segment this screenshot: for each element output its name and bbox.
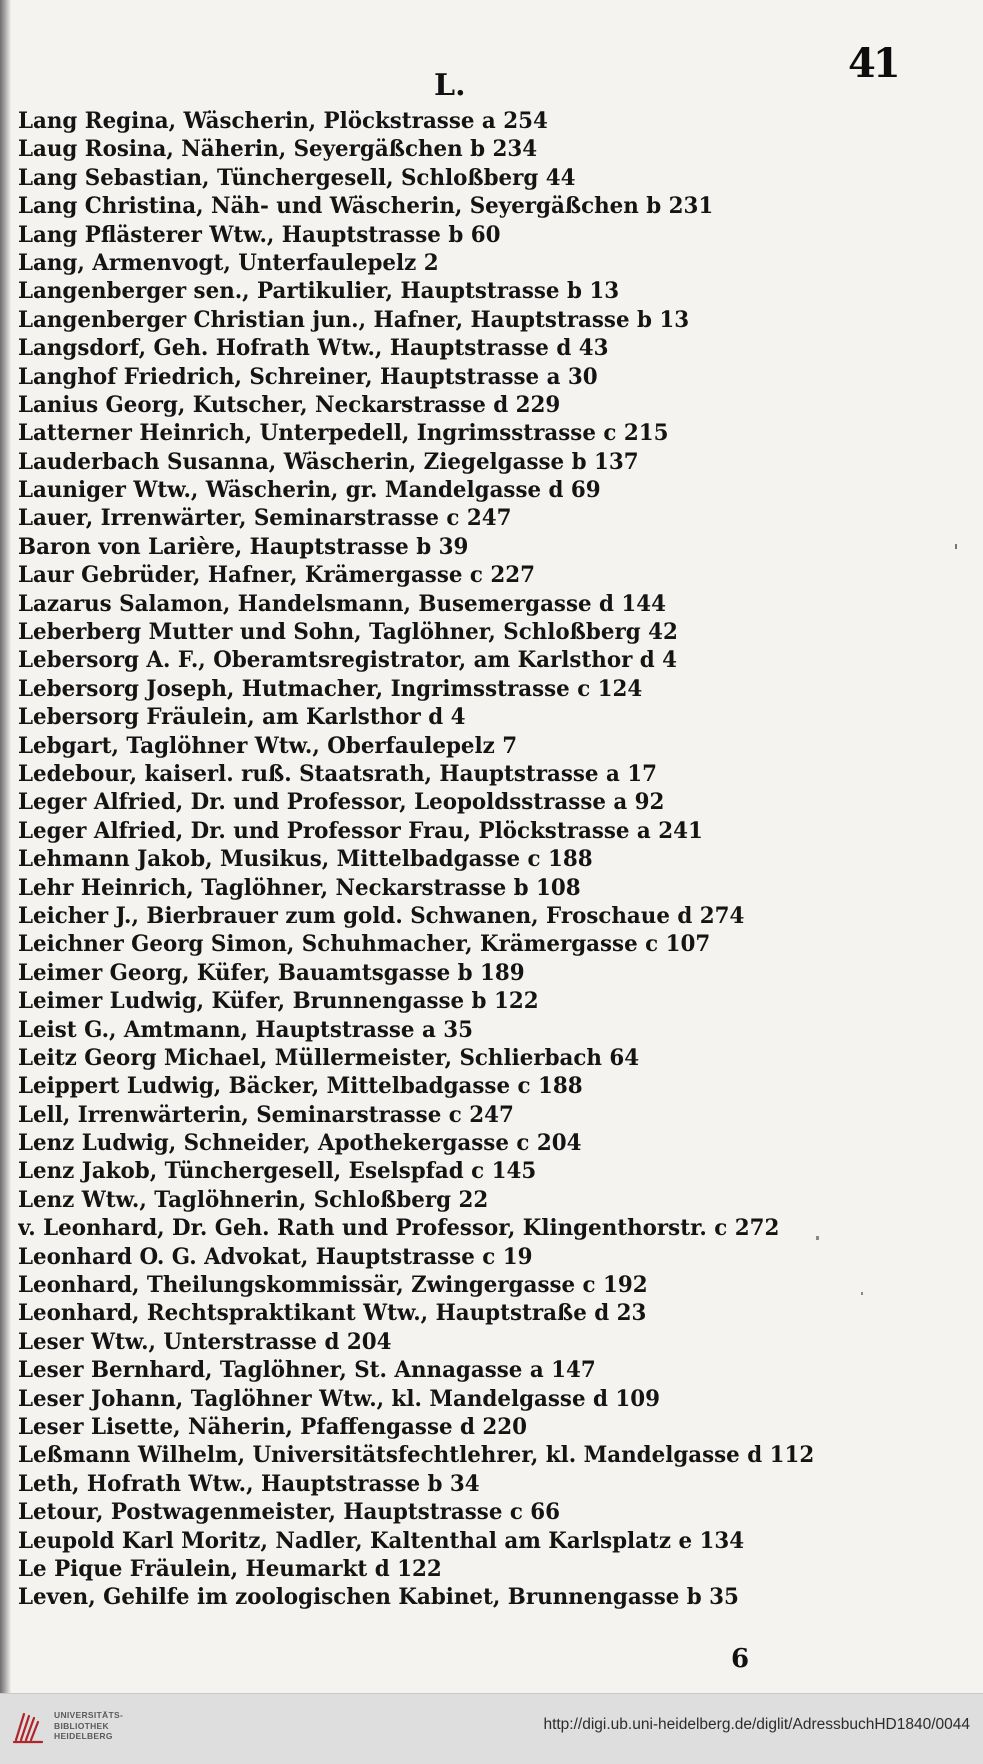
directory-entry: Leicher J., Bierbrauer zum gold. Schwanen, Froschaue d 274: [18, 902, 745, 929]
directory-entry: Ledebour, kaiserl. ruß. Staatsrath, Hauptstrasse a 17: [18, 760, 658, 787]
directory-entry: Lang Pflästerer Wtw., Hauptstrasse b 60: [18, 221, 501, 248]
directory-entry: Leser Johann, Taglöhner Wtw., kl. Mandelgasse d 109: [18, 1385, 661, 1412]
directory-entry: Leist G., Amtmann, Hauptstrasse a 35: [18, 1016, 474, 1043]
library-name-line: HEIDELBERG: [54, 1731, 113, 1741]
directory-entry: Lehmann Jakob, Musikus, Mittelbadgasse c 188: [18, 846, 593, 873]
directory-entry: Leimer Ludwig, Küfer, Brunnengasse b 122: [18, 988, 539, 1015]
directory-entry: Leser Wtw., Unterstrasse d 204: [18, 1328, 392, 1355]
directory-entry: v. Leonhard, Dr. Geh. Rath und Professor, Klingenthorstr. c 272: [18, 1215, 780, 1242]
directory-entry: Lebersorg Fräulein, am Karlsthor d 4: [18, 704, 466, 731]
directory-entry: Leven, Gehilfe im zoologischen Kabinet, Brunnengasse b 35: [18, 1584, 739, 1611]
scan-speck: [861, 1292, 863, 1295]
scan-speck: [816, 1236, 819, 1240]
directory-entry: Lang Sebastian, Tünchergesell, Schloßberg 44: [18, 164, 576, 191]
directory-entry: Langenberger sen., Partikulier, Hauptstrasse b 13: [18, 278, 620, 305]
directory-entry: Laug Rosina, Näherin, Seyergäßchen b 234: [18, 136, 538, 163]
directory-entry: Lazarus Salamon, Handelsmann, Busemergasse d 144: [18, 590, 667, 617]
directory-entry: Leberberg Mutter und Sohn, Taglöhner, Schloßberg 42: [18, 619, 678, 646]
directory-entry: Leger Alfried, Dr. und Professor Frau, Plöckstrasse a 241: [18, 817, 703, 844]
page-spine-shadow: [0, 0, 11, 1693]
directory-entry: Launiger Wtw., Wäscherin, gr. Mandelgasse d 69: [18, 477, 601, 504]
directory-entry: Leitz Georg Michael, Müllermeister, Schlierbach 64: [18, 1044, 640, 1071]
directory-entry: Leonhard O. G. Advokat, Hauptstrasse c 19: [18, 1243, 533, 1270]
directory-entry: Lenz Wtw., Taglöhnerin, Schloßberg 22: [18, 1186, 489, 1213]
scan-speck: [955, 544, 957, 549]
directory-entry: Leth, Hofrath Wtw., Hauptstrasse b 34: [18, 1470, 480, 1497]
directory-entry: Le Pique Fräulein, Heumarkt d 122: [18, 1555, 442, 1582]
directory-entry: Lenz Jakob, Tünchergesell, Eselspfad c 145: [18, 1158, 537, 1185]
directory-entry: Leger Alfried, Dr. und Professor, Leopoldsstrasse a 92: [18, 789, 665, 816]
directory-entry: Langsdorf, Geh. Hofrath Wtw., Hauptstrasse d 43: [18, 335, 609, 362]
directory-entry: Leippert Ludwig, Bäcker, Mittelbadgasse c 188: [18, 1073, 583, 1100]
directory-entry: Baron von Larière, Hauptstrasse b 39: [18, 533, 469, 560]
directory-entry: Lanius Georg, Kutscher, Neckarstrasse d 229: [18, 391, 561, 418]
directory-entry: Leonhard, Theilungskommissär, Zwingergasse c 192: [18, 1272, 648, 1299]
directory-entry: Lebgart, Taglöhner Wtw., Oberfaulepelz 7: [18, 732, 518, 759]
directory-entry: Laur Gebrüder, Hafner, Krämergasse c 227: [18, 562, 535, 589]
directory-entry: Leser Bernhard, Taglöhner, St. Annagasse a 147: [18, 1357, 596, 1384]
address-entry-list: [18, 107, 968, 1612]
directory-entry: Lebersorg A. F., Oberamtsregistrator, am Karlsthor d 4: [18, 647, 678, 674]
directory-entry: Leimer Georg, Küfer, Bauamtsgasse b 189: [18, 959, 525, 986]
directory-entry: Lauer, Irrenwärter, Seminarstrasse c 247: [18, 505, 512, 532]
directory-entry: Lang, Armenvogt, Unterfaulepelz 2: [18, 249, 439, 276]
source-url-link[interactable]: http://digi.ub.uni-heidelberg.de/diglit/AdressbuchHD1840/0044: [543, 1716, 970, 1733]
directory-entry: Lehr Heinrich, Taglöhner, Neckarstrasse b 108: [18, 874, 581, 901]
directory-entry: Lebersorg Joseph, Hutmacher, Ingrimsstrasse c 124: [18, 675, 643, 702]
library-name: [54, 1710, 123, 1742]
directory-entry: Letour, Postwagenmeister, Hauptstrasse c 66: [18, 1499, 561, 1526]
directory-entry: Lauderbach Susanna, Wäscherin, Ziegelgasse b 137: [18, 448, 639, 475]
library-logo-icon: [10, 1708, 46, 1746]
directory-entry: Leser Lisette, Näherin, Pfaffengasse d 220: [18, 1413, 528, 1440]
directory-entry: Latterner Heinrich, Unterpedell, Ingrimsstrasse c 215: [18, 420, 669, 447]
directory-entry: Leupold Karl Moritz, Nadler, Kaltenthal am Karlsplatz e 134: [18, 1527, 745, 1554]
directory-entry: Leßmann Wilhelm, Universitätsfechtlehrer, kl. Mandelgasse d 112: [18, 1442, 815, 1469]
signature-mark: 6: [731, 1644, 750, 1674]
library-name-line: BIBLIOTHEK: [54, 1720, 109, 1731]
directory-entry: Lenz Ludwig, Schneider, Apothekergasse c 204: [18, 1130, 582, 1157]
directory-entry: Leonhard, Rechtspraktikant Wtw., Hauptstraße d 23: [18, 1300, 647, 1327]
directory-entry: Lang Christina, Näh- und Wäscherin, Seyergäßchen b 231: [18, 193, 714, 220]
directory-entry: Leichner Georg Simon, Schuhmacher, Krämergasse c 107: [18, 931, 711, 958]
directory-entry: Lang Regina, Wäscherin, Plöckstrasse a 254: [18, 108, 548, 134]
section-heading-letter: L.: [434, 68, 466, 103]
directory-entry: Langenberger Christian jun., Hafner, Hauptstrasse b 13: [18, 306, 690, 333]
page-number: 41: [848, 40, 898, 87]
directory-entry: Langhof Friedrich, Schreiner, Hauptstrasse a 30: [18, 363, 598, 390]
library-name-line: UNIVERSITÄTS-: [54, 1710, 124, 1720]
directory-entry: Lell, Irrenwärterin, Seminarstrasse c 247: [18, 1101, 514, 1128]
